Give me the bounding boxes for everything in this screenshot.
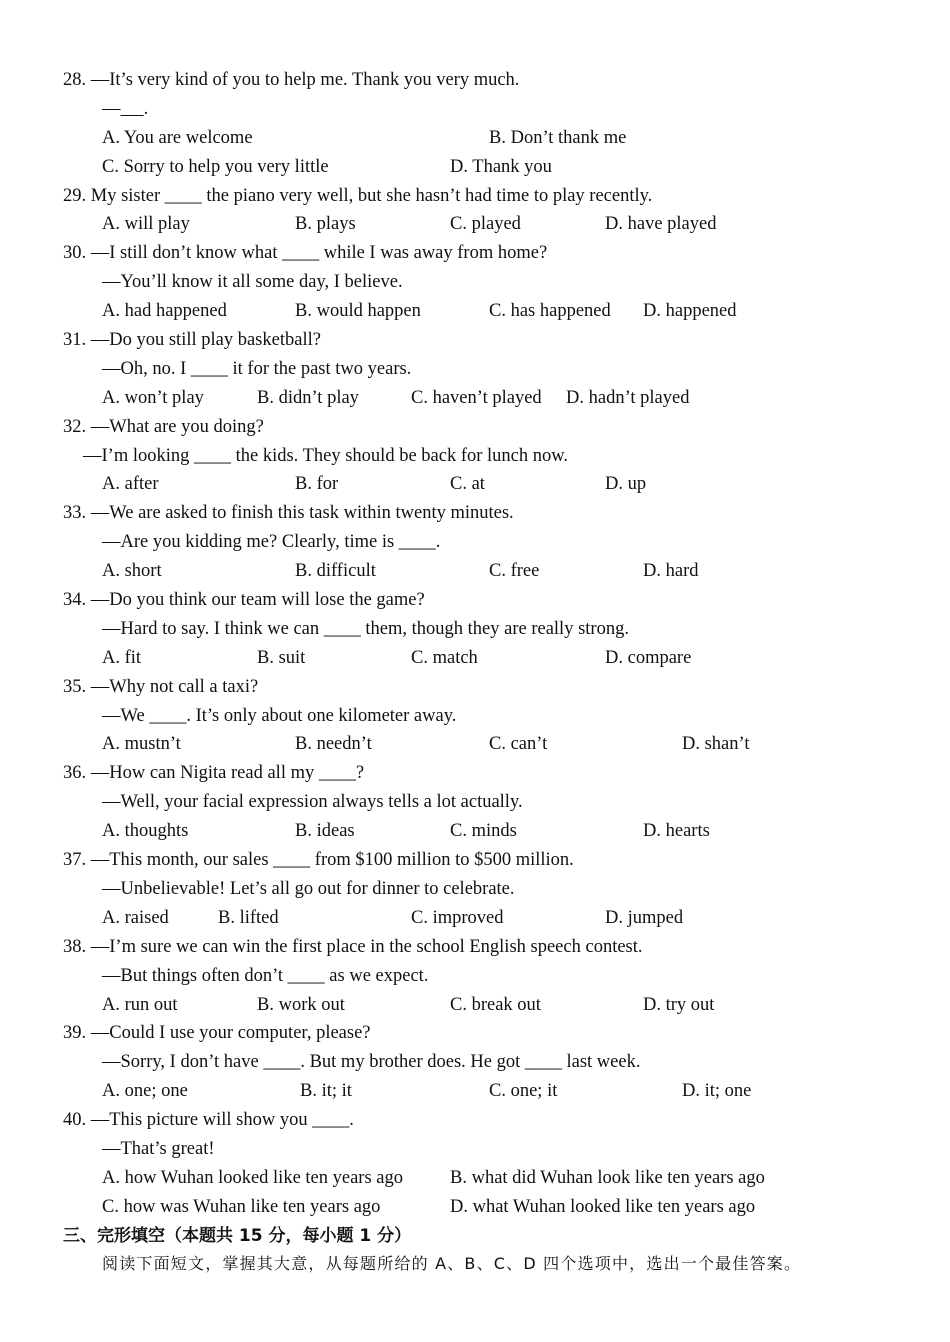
option-b[interactable]: B. what did Wuhan look like ten years ago — [450, 1167, 765, 1188]
question-28-stem: 28. —It’s very kind of you to help me. Thank you very much. — [63, 70, 520, 90]
answer-blank — [121, 99, 144, 119]
option-c[interactable]: C. one; it — [489, 1081, 558, 1102]
option-c[interactable]: C. played — [450, 214, 521, 235]
option-b[interactable]: B. would happen — [295, 301, 421, 322]
question-30-stem: 30. —I still don’t know what ____ while I was away from home? — [63, 243, 548, 264]
option-a[interactable]: A. one; one — [102, 1081, 188, 1102]
option-d[interactable]: D. jumped — [605, 907, 684, 928]
option-a[interactable]: A. will play — [102, 214, 190, 235]
option-c[interactable]: C. at — [450, 474, 485, 495]
question-38-stem: 38. —I’m sure we can win the first place in the school English speech contest. — [63, 936, 643, 957]
option-b[interactable]: B. Don’t thank me — [489, 127, 627, 148]
option-d[interactable]: D. Thank you — [450, 156, 552, 177]
question-28-options-row-1 — [0, 124, 950, 153]
question-35-reply: —We ____. It’s only about one kilometer away. — [102, 705, 457, 726]
question-31-options — [0, 384, 950, 413]
option-c[interactable]: C. can’t — [489, 734, 548, 755]
exam-page — [0, 66, 950, 1277]
option-b[interactable]: B. difficult — [295, 561, 376, 582]
option-a[interactable]: A. raised — [102, 907, 169, 928]
option-d[interactable]: D. it; one — [682, 1081, 752, 1102]
option-d[interactable]: D. try out — [643, 994, 715, 1015]
question-34-reply: —Hard to say. I think we can ____ them, though they are really strong. — [102, 618, 629, 639]
question-32-stem: 32. —What are you doing? — [63, 416, 264, 437]
option-a[interactable]: A. had happened — [102, 301, 227, 322]
question-29-options — [0, 210, 950, 239]
option-c[interactable]: C. minds — [450, 821, 517, 842]
option-c[interactable]: C. break out — [450, 994, 541, 1015]
option-a[interactable]: A. run out — [102, 994, 178, 1015]
question-40-stem: 40. —This picture will show you ____. — [63, 1110, 354, 1131]
question-35-options — [0, 730, 950, 759]
section-instruction: 阅读下面短文，掌握其大意，从每题所给的 A、B、C、D 四个选项中，选出一个最佳答案。 — [102, 1253, 802, 1273]
option-a[interactable]: A. how Wuhan looked like ten years ago — [102, 1167, 404, 1188]
question-31-stem: 31. —Do you still play basketball? — [63, 330, 321, 351]
question-28-options-row-2 — [0, 153, 950, 182]
question-37-stem: 37. —This month, our sales ____ from $100 million to $500 million. — [63, 850, 574, 871]
option-d[interactable]: D. have played — [605, 214, 717, 235]
option-b[interactable]: B. ideas — [295, 821, 355, 842]
option-b[interactable]: B. work out — [257, 994, 345, 1015]
question-32-reply: —I’m looking ____ the kids. They should be back for lunch now. — [83, 445, 569, 466]
option-d[interactable]: D. what Wuhan looked like ten years ago — [450, 1196, 756, 1217]
question-32-options — [0, 470, 950, 499]
option-c[interactable]: C. match — [411, 647, 478, 668]
question-34-stem: 34. —Do you think our team will lose the game? — [63, 590, 425, 611]
option-d[interactable]: D. happened — [643, 301, 737, 322]
option-b[interactable]: B. suit — [257, 647, 306, 668]
option-a[interactable]: A. short — [102, 561, 162, 582]
question-35-stem: 35. —Why not call a taxi? — [63, 676, 259, 697]
option-b[interactable]: B. for — [295, 474, 339, 495]
option-d[interactable]: D. hard — [643, 561, 699, 582]
option-b[interactable]: B. it; it — [300, 1081, 352, 1102]
option-b[interactable]: B. plays — [295, 214, 356, 235]
question-38-options — [0, 991, 950, 1020]
question-37-reply: —Unbelievable! Let’s all go out for dinner to celebrate. — [102, 878, 515, 899]
option-c[interactable]: C. free — [489, 561, 540, 582]
option-a[interactable]: A. mustn’t — [102, 734, 181, 755]
option-d[interactable]: D. compare — [605, 647, 692, 668]
option-d[interactable]: D. up — [605, 474, 647, 495]
option-c[interactable]: C. improved — [411, 907, 504, 928]
option-b[interactable]: B. needn’t — [295, 734, 372, 755]
question-40-options-row-2 — [0, 1193, 950, 1222]
question-30-options — [0, 297, 950, 326]
question-40-options-row-1 — [0, 1164, 950, 1193]
question-36-options — [0, 817, 950, 846]
option-a[interactable]: A. thoughts — [102, 821, 189, 842]
question-33-reply: —Are you kidding me? Clearly, time is ____. — [102, 532, 441, 553]
option-c[interactable]: C. haven’t played — [411, 387, 542, 408]
question-33-options — [0, 557, 950, 586]
question-31-reply: —Oh, no. I ____ it for the past two years. — [102, 358, 412, 379]
option-c[interactable]: C. how was Wuhan like ten years ago — [102, 1196, 381, 1217]
question-37-options — [0, 904, 950, 933]
question-33-stem: 33. —We are asked to finish this task within twenty minutes. — [63, 503, 514, 524]
question-34-options — [0, 644, 950, 673]
option-d[interactable]: D. hearts — [643, 821, 710, 842]
question-38-reply: —But things often don’t ____ as we expect. — [102, 965, 429, 986]
option-d[interactable]: D. hadn’t played — [566, 387, 690, 408]
option-a[interactable]: A. won’t play — [102, 387, 204, 408]
question-39-reply: —Sorry, I don’t have ____. But my brother does. He got ____ last week. — [102, 1052, 641, 1073]
option-a[interactable]: A. after — [102, 474, 159, 495]
option-a[interactable]: A. You are welcome — [102, 127, 253, 148]
option-c[interactable]: C. has happened — [489, 301, 611, 322]
option-c[interactable]: C. Sorry to help you very little — [102, 156, 329, 177]
option-b[interactable]: B. didn’t play — [257, 387, 359, 408]
question-40-reply: —That’s great! — [102, 1138, 215, 1159]
question-36-stem: 36. —How can Nigita read all my ____? — [63, 763, 365, 784]
question-36-reply: —Well, your facial expression always tells a lot actually. — [102, 792, 523, 813]
question-29-stem: 29. My sister ____ the piano very well, but she hasn’t had time to play recently. — [63, 185, 653, 206]
option-b[interactable]: B. lifted — [218, 907, 279, 928]
question-39-stem: 39. —Could I use your computer, please? — [63, 1023, 371, 1044]
question-30-reply: —You’ll know it all some day, I believe. — [102, 272, 403, 293]
option-d[interactable]: D. shan’t — [682, 734, 750, 755]
section-heading: 三、完形填空（本题共 15 分，每小题 1 分） — [63, 1225, 412, 1246]
question-28-reply: — . — [102, 98, 149, 119]
question-39-options — [0, 1077, 950, 1106]
option-a[interactable]: A. fit — [102, 647, 142, 668]
